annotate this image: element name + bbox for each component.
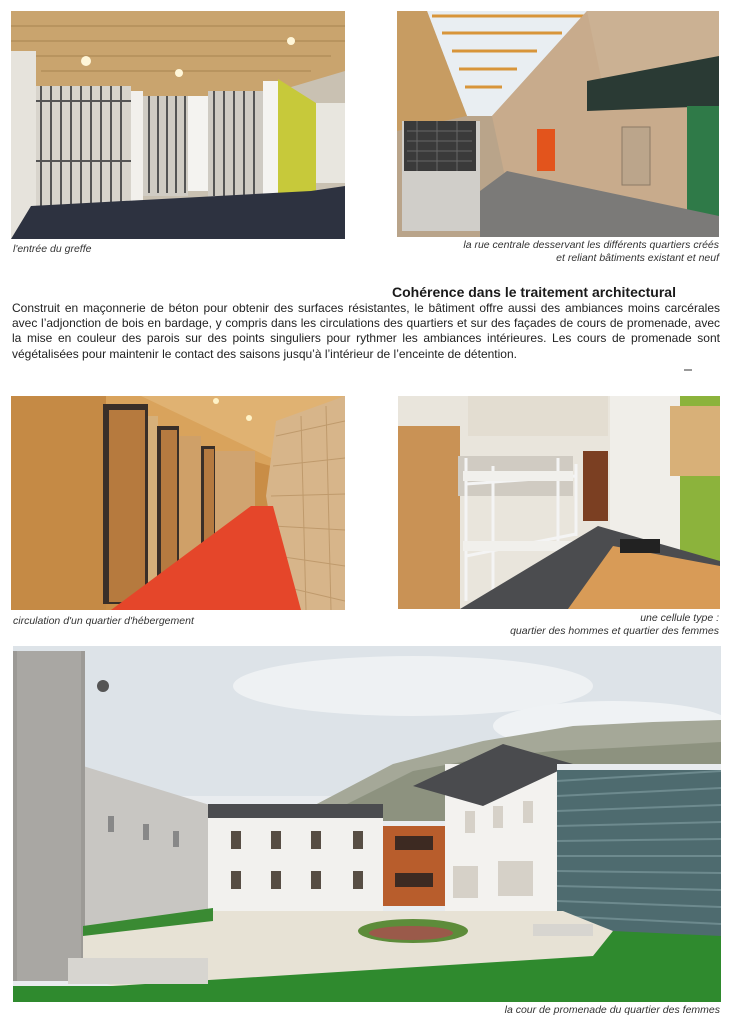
photo-cour-promenade <box>13 646 721 1002</box>
caption-circulation: circulation d'un quartier d'hébergement <box>13 615 194 627</box>
caption-rue-centrale <box>360 239 719 265</box>
caption-cour: la cour de promenade du quartier des femmes <box>504 1004 720 1016</box>
caption-cellule-line2: quartier des hommes et quartier des femmes <box>510 625 719 637</box>
caption-rue-line2: et reliant bâtiments existant et neuf <box>556 252 719 264</box>
section-heading: Cohérence dans le traitement architectural <box>392 284 676 300</box>
photo-cellule <box>398 396 720 609</box>
caption-cellule <box>360 612 719 638</box>
photo-circulation <box>11 396 345 610</box>
photo-rue-centrale <box>397 11 719 237</box>
section-body: Construit en maçonnerie de béton pour obtenir des surfaces résistantes, le bâtiment offre aussi des ambiances moins carcérales avec l’adjonction de bois en bardage, y compris dans les circulations des quartiers et sur des façades de cours de promenade, avec la mise en couleur des parois sur des points singuliers pour rythmer les ambiances intérieures. Les cours de promenade sont végétalisées pour maintenir le contact des saisons jusqu’à l’intérieur de l’enceinte de détention. <box>12 301 720 361</box>
decorative-dash <box>684 369 692 371</box>
caption-cellule-line1: une cellule type : <box>640 612 719 624</box>
caption-rue-line1: la rue centrale desservant les différents quartiers créés <box>463 239 719 251</box>
photo-entree-greffe <box>11 11 345 239</box>
caption-entree: l'entrée du greffe <box>13 243 92 255</box>
